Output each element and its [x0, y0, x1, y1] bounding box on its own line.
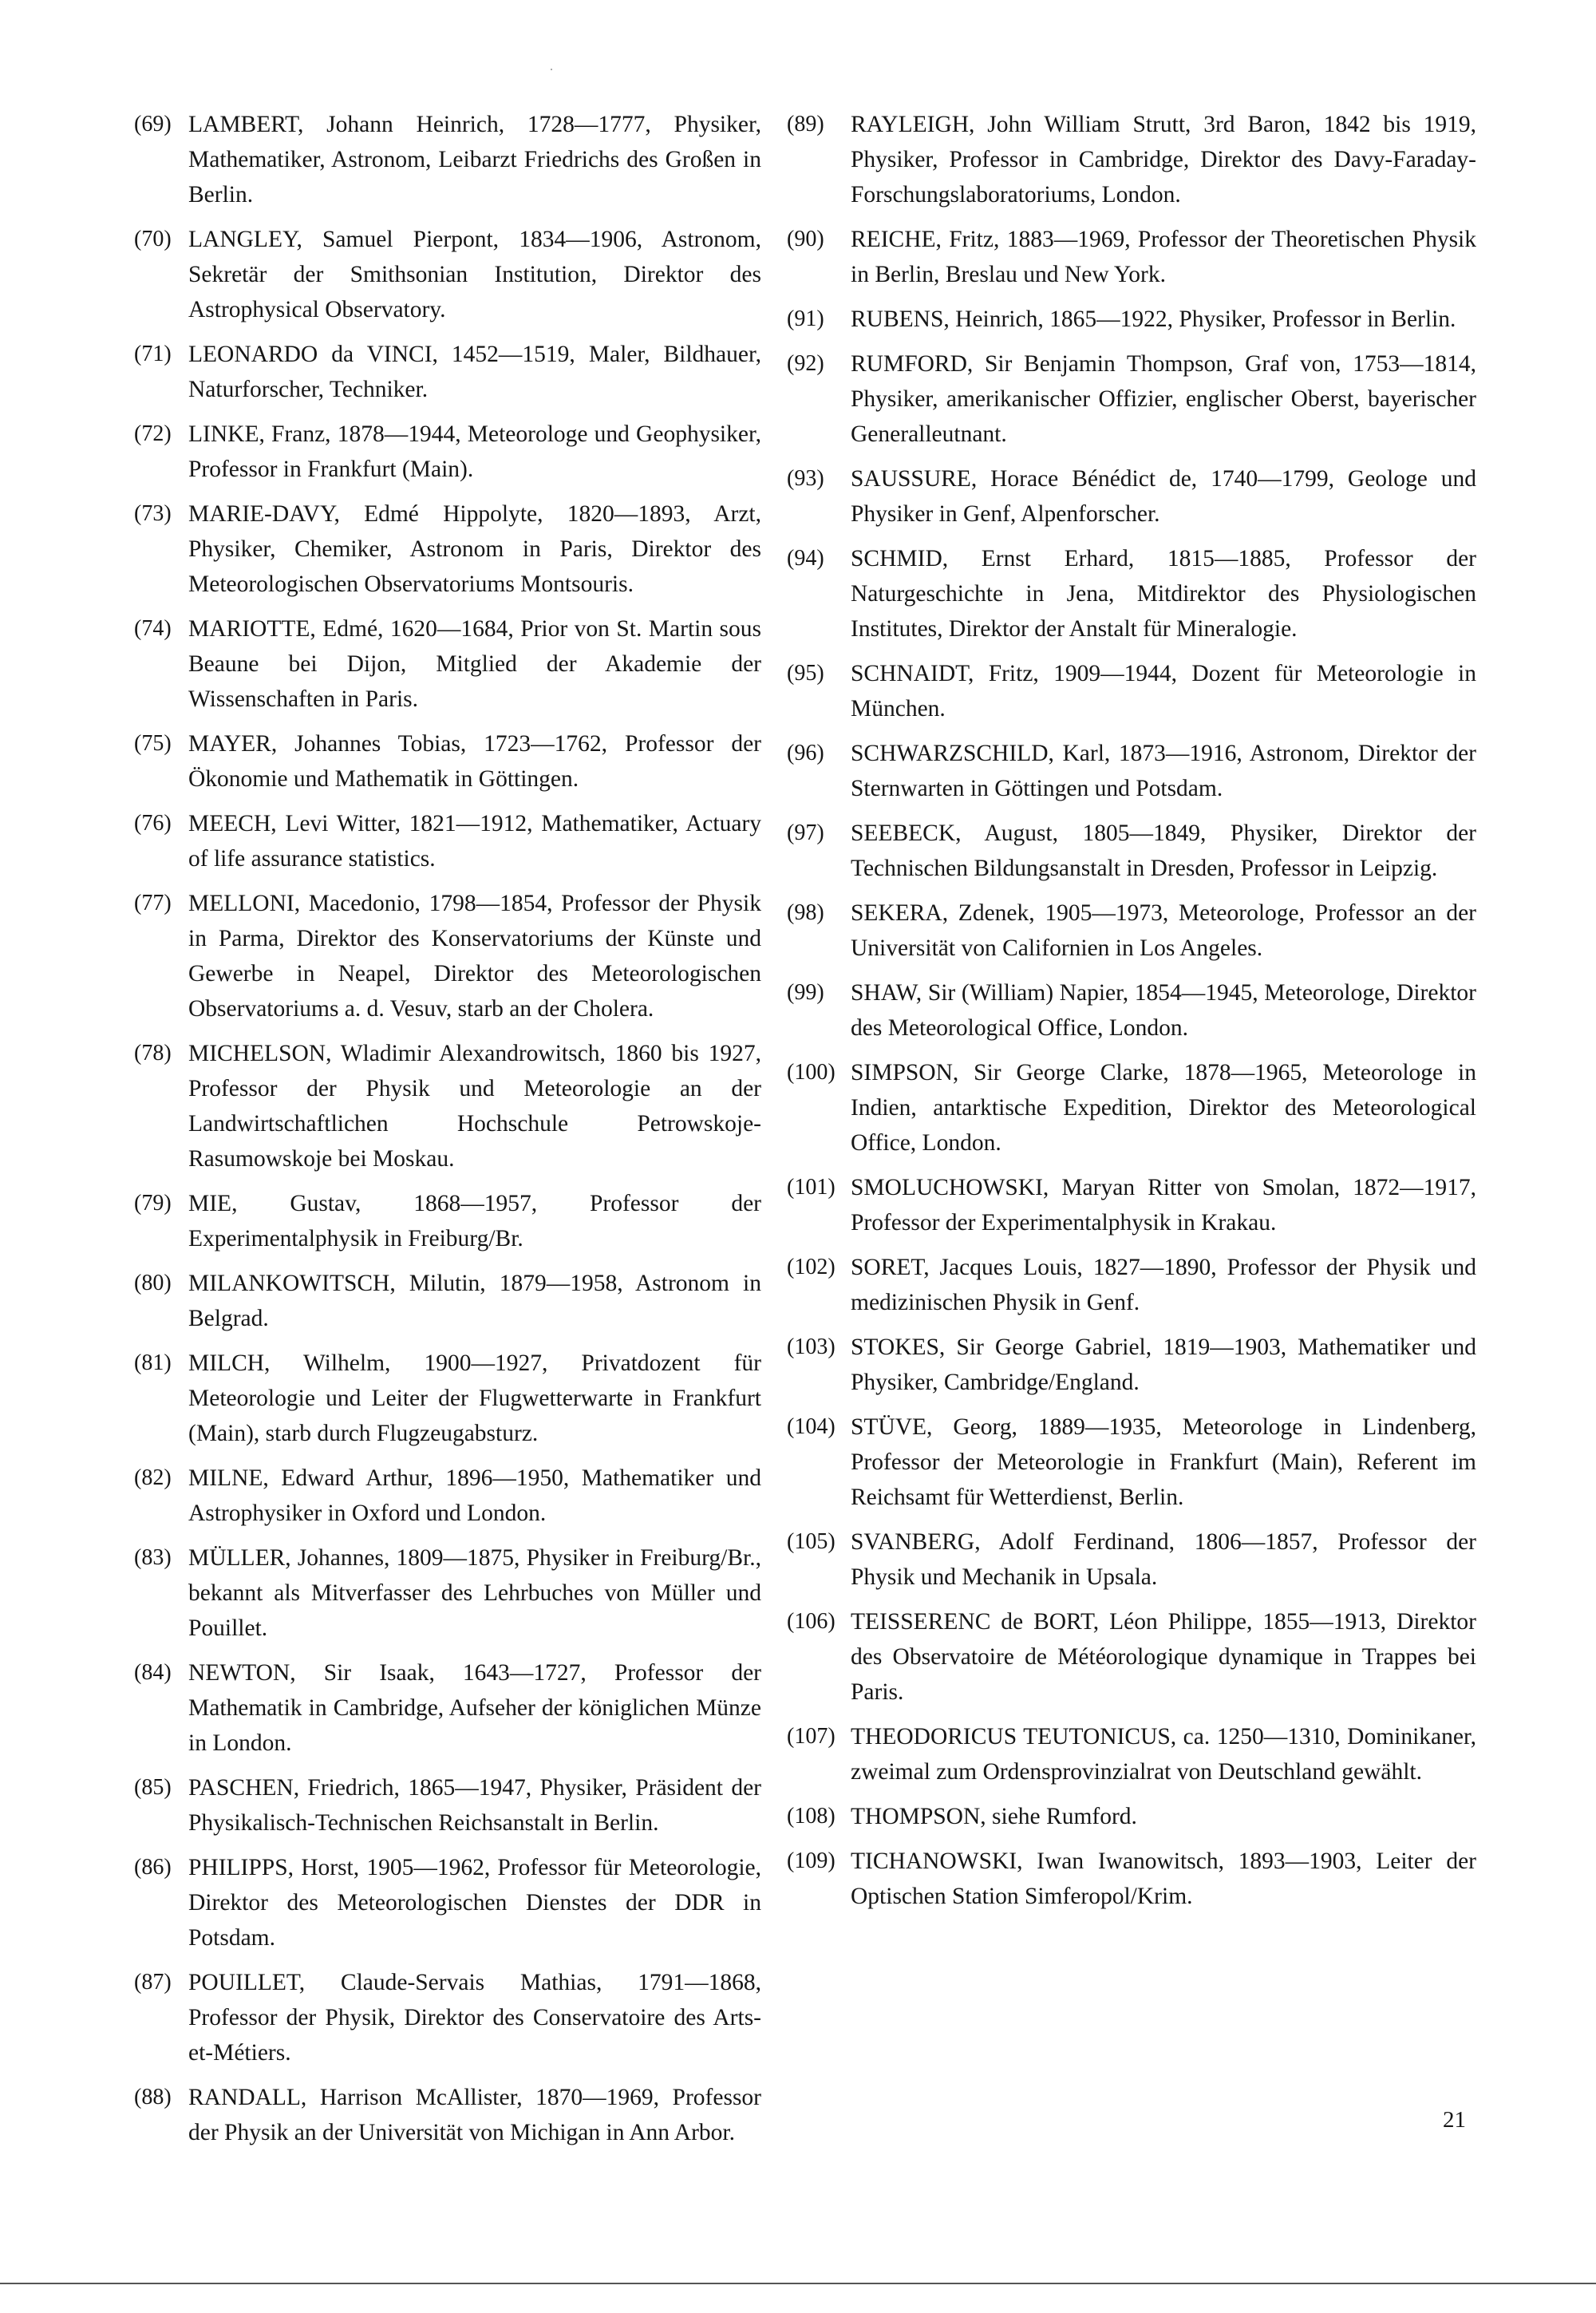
entry-number: (107)	[787, 1724, 836, 1749]
entry-text: RANDALL, Harrison McAllister, 1870—1969, Professor der Physik an der Universität von Michigan in Ann Arbor.	[188, 2085, 761, 2145]
entry-number: (108)	[787, 1804, 836, 1829]
bibliography-entry	[787, 896, 1476, 966]
entry-text: STOKES, Sir George Gabriel, 1819—1903, Mathematiker und Physiker, Cambridge/England.	[851, 1334, 1476, 1395]
bibliography-entry	[134, 107, 761, 212]
entry-number: (101)	[787, 1175, 836, 1200]
entry-number: (89)	[787, 112, 824, 136]
entry-text: PASCHEN, Friedrich, 1865—1947, Physiker, Präsident der Physikalisch-Technischen Reichsanstalt in Berlin.	[188, 1775, 761, 1836]
bibliography-entry	[134, 1655, 761, 1761]
entry-number: (83)	[134, 1545, 172, 1570]
entry-number: (100)	[787, 1060, 836, 1085]
entry-text: RUMFORD, Sir Benjamin Thompson, Graf von, 1753—1814, Physiker, amerikanischer Offizier, englischer Oberst, bayerischer Generalleutnant.	[851, 351, 1476, 447]
entry-text: NEWTON, Sir Isaak, 1643—1727, Professor der Mathematik in Cambridge, Aufseher der königlichen Münze in London.	[188, 1660, 761, 1756]
entry-text: MEECH, Levi Witter, 1821—1912, Mathematiker, Actuary of life assurance statistics.	[188, 811, 761, 872]
entry-number: (71)	[134, 342, 172, 366]
entry-number: (72)	[134, 421, 172, 446]
bibliography-entry	[787, 1799, 1476, 1834]
entry-text: MILANKOWITSCH, Milutin, 1879—1958, Astronom in Belgrad.	[188, 1271, 761, 1331]
bibliography-entry	[134, 1346, 761, 1451]
bottom-rule	[0, 2283, 1596, 2284]
entry-text: MELLONI, Macedonio, 1798—1854, Professor der Physik in Parma, Direktor des Konservatoriums der Künste und Gewerbe in Neapel, Direktor des Meteorologischen Observatoriums a. d. Vesuv, starb an der Cholera.	[188, 891, 761, 1022]
entry-number: (98)	[787, 900, 824, 925]
entry-number: (75)	[134, 731, 172, 756]
entry-number: (105)	[787, 1529, 836, 1554]
entry-number: (88)	[134, 2085, 172, 2109]
bibliography-entry	[787, 1170, 1476, 1240]
entry-text: MILCH, Wilhelm, 1900—1927, Privatdozent für Meteorologie und Leiter der Flugwetterwarte in Frankfurt (Main), starb durch Flugzeugabsturz.	[188, 1350, 761, 1446]
entry-text: TEISSERENC de BORT, Léon Philippe, 1855—1913, Direktor des Observatoire de Météorologique dynamique in Trappes bei Paris.	[851, 1609, 1476, 1705]
entry-text: SORET, Jacques Louis, 1827—1890, Professor der Physik und medizinischen Physik in Genf.	[851, 1255, 1476, 1315]
entry-text: MARIOTTE, Edmé, 1620—1684, Prior von St. Martin sous Beaune bei Dijon, Mitglied der Akademie der Wissenschaften in Paris.	[188, 616, 761, 712]
entry-text: RUBENS, Heinrich, 1865—1922, Physiker, Professor in Berlin.	[851, 306, 1456, 332]
entry-number: (95)	[787, 661, 824, 686]
entry-text: LINKE, Franz, 1878—1944, Meteorologe und Geophysiker, Professor in Frankfurt (Main).	[188, 421, 761, 482]
entry-text: SEKERA, Zdenek, 1905—1973, Meteorologe, Professor an der Universität von Californien in Los Angeles.	[851, 900, 1476, 961]
entry-number: (76)	[134, 811, 172, 836]
entry-text: SAUSSURE, Horace Bénédict de, 1740—1799, Geologe und Physiker in Genf, Alpenforscher.	[851, 466, 1476, 527]
entry-text: MICHELSON, Wladimir Alexandrowitsch, 1860 bis 1927, Professor der Physik und Meteorologie an der Landwirtschaftlichen Hochschule Petrowskoje-Rasumowskoje bei Moskau.	[188, 1041, 761, 1172]
entry-text: SCHMID, Ernst Erhard, 1815—1885, Professor der Naturgeschichte in Jena, Mitdirektor des Physiologischen Institutes, Direktor der Anstalt für Mineralogie.	[851, 546, 1476, 642]
entry-number: (104)	[787, 1414, 836, 1439]
bibliography-entry	[134, 1266, 761, 1336]
entry-number: (109)	[787, 1848, 836, 1873]
entry-text: MAYER, Johannes Tobias, 1723—1762, Professor der Ökonomie und Mathematik in Göttingen.	[188, 731, 761, 792]
entry-number: (102)	[787, 1255, 836, 1279]
entry-text: LAMBERT, Johann Heinrich, 1728—1777, Physiker, Mathematiker, Astronom, Leibarzt Friedrichs des Großen in Berlin.	[188, 112, 761, 208]
bibliography-entry	[787, 1604, 1476, 1710]
entry-number: (106)	[787, 1609, 836, 1634]
entry-text: SEEBECK, August, 1805—1849, Physiker, Direktor der Technischen Bildungsanstalt in Dresden, Professor in Leipzig.	[851, 820, 1476, 881]
entry-number: (80)	[134, 1271, 172, 1295]
entry-number: (93)	[787, 466, 824, 491]
bibliography-entry	[134, 806, 761, 876]
entry-number: (79)	[134, 1191, 172, 1216]
entry-text: MÜLLER, Johannes, 1809—1875, Physiker in Freiburg/Br., bekannt als Mitverfasser des Lehrbuches von Müller und Pouillet.	[188, 1545, 761, 1641]
entry-text: SIMPSON, Sir George Clarke, 1878—1965, Meteorologe in Indien, antarktische Expedition, Direktor des Meteorological Office, London.	[851, 1060, 1476, 1156]
bibliography-entry	[134, 337, 761, 407]
bibliography-entry	[787, 1330, 1476, 1400]
entry-text: STÜVE, Georg, 1889—1935, Meteorologe in Lindenberg, Professor der Meteorologie in Frankfurt (Main), Referent im Reichsamt für Wetterdienst, Berlin.	[851, 1414, 1476, 1510]
bibliography-entry	[134, 1770, 761, 1841]
scan-speck	[551, 69, 552, 70]
bibliography-entry	[787, 1410, 1476, 1515]
bibliography-entry	[787, 1844, 1476, 1914]
entry-number: (78)	[134, 1041, 172, 1066]
entry-text: THOMPSON, siehe Rumford.	[851, 1804, 1137, 1829]
entry-text: REICHE, Fritz, 1883—1969, Professor der Theoretischen Physik in Berlin, Breslau und New York.	[851, 227, 1476, 287]
entry-number: (97)	[787, 820, 824, 845]
bibliography-entry	[134, 496, 761, 602]
entry-number: (85)	[134, 1775, 172, 1800]
entry-text: SCHNAIDT, Fritz, 1909—1944, Dozent für Meteorologie in München.	[851, 661, 1476, 722]
page-number: 21	[1443, 2107, 1466, 2133]
entry-text: POUILLET, Claude-Servais Mathias, 1791—1868, Professor der Physik, Direktor des Conservatoire des Arts-et-Métiers.	[188, 1970, 761, 2066]
bibliography-entry	[787, 222, 1476, 292]
entry-text: SCHWARZSCHILD, Karl, 1873—1916, Astronom, Direktor der Sternwarten in Göttingen und Potsdam.	[851, 741, 1476, 801]
bibliography-entry	[787, 1524, 1476, 1595]
entry-text: RAYLEIGH, John William Strutt, 3rd Baron, 1842 bis 1919, Physiker, Professor in Cambridge, Direktor des Davy-Faraday-Forschungslaboratoriums, London.	[851, 112, 1476, 208]
entry-text: PHILIPPS, Horst, 1905—1962, Professor für Meteorologie, Direktor des Meteorologischen Dienstes der DDR in Potsdam.	[188, 1855, 761, 1951]
entry-number: (91)	[787, 306, 824, 331]
bibliography-entry	[134, 611, 761, 717]
bibliography-entry	[134, 726, 761, 797]
bibliography-entry	[787, 541, 1476, 646]
left-column	[134, 107, 761, 2160]
entry-number: (99)	[787, 980, 824, 1005]
entry-text: THEODORICUS TEUTONICUS, ca. 1250—1310, Dominikaner, zweimal zum Ordensprovinzialrat von Deutschland gewählt.	[851, 1724, 1476, 1785]
bibliography-entry	[787, 302, 1476, 337]
entry-number: (69)	[134, 112, 172, 136]
bibliography-entry	[134, 1965, 761, 2070]
entry-number: (103)	[787, 1334, 836, 1359]
bibliography-entry	[787, 1250, 1476, 1320]
bibliography-entry	[787, 346, 1476, 452]
entry-number: (82)	[134, 1465, 172, 1490]
bibliography-entry	[134, 1850, 761, 1955]
entry-text: SHAW, Sir (William) Napier, 1854—1945, Meteorologe, Direktor des Meteorological Office, London.	[851, 980, 1476, 1041]
bibliography-entry	[134, 222, 761, 327]
entry-text: MIE, Gustav, 1868—1957, Professor der Experimentalphysik in Freiburg/Br.	[188, 1191, 761, 1251]
bibliography-entry	[787, 816, 1476, 886]
entry-number: (92)	[787, 351, 824, 376]
entry-text: SVANBERG, Adolf Ferdinand, 1806—1857, Professor der Physik und Mechanik in Upsala.	[851, 1529, 1476, 1590]
bibliography-entry	[134, 886, 761, 1026]
bibliography-entry	[134, 1461, 761, 1531]
entry-number: (81)	[134, 1350, 172, 1375]
bibliography-entry	[134, 1186, 761, 1256]
entry-number: (94)	[787, 546, 824, 571]
right-column	[787, 107, 1476, 1924]
entry-number: (87)	[134, 1970, 172, 1995]
entry-number: (77)	[134, 891, 172, 915]
entry-number: (84)	[134, 1660, 172, 1685]
entry-text: LEONARDO da VINCI, 1452—1519, Maler, Bildhauer, Naturforscher, Techniker.	[188, 342, 761, 402]
bibliography-entry	[787, 975, 1476, 1046]
entry-number: (70)	[134, 227, 172, 251]
entry-text: LANGLEY, Samuel Pierpont, 1834—1906, Astronom, Sekretär der Smithsonian Institution, Direktor des Astrophysical Observatory.	[188, 227, 761, 322]
bibliography-entry	[787, 107, 1476, 212]
bibliography-entry	[787, 736, 1476, 806]
entry-number: (96)	[787, 741, 824, 765]
entry-text: MARIE-DAVY, Edmé Hippolyte, 1820—1893, Arzt, Physiker, Chemiker, Astronom in Paris, Direktor des Meteorologischen Observatoriums Montsouris.	[188, 501, 761, 597]
bibliography-entry	[787, 1719, 1476, 1789]
bibliography-entry	[134, 1036, 761, 1176]
bibliography-entry	[787, 1055, 1476, 1160]
bibliography-entry	[787, 656, 1476, 726]
entry-text: SMOLUCHOWSKI, Maryan Ritter von Smolan, 1872—1917, Professor der Experimentalphysik in Krakau.	[851, 1175, 1476, 1236]
bibliography-entry	[134, 1540, 761, 1646]
entry-number: (90)	[787, 227, 824, 251]
bibliography-entry	[787, 461, 1476, 532]
entry-text: TICHANOWSKI, Iwan Iwanowitsch, 1893—1903, Leiter der Optischen Station Simferopol/Krim.	[851, 1848, 1476, 1909]
bibliography-entry	[134, 2080, 761, 2150]
bibliography-entry	[134, 417, 761, 487]
entry-number: (74)	[134, 616, 172, 641]
entry-number: (86)	[134, 1855, 172, 1880]
entry-number: (73)	[134, 501, 172, 526]
entry-text: MILNE, Edward Arthur, 1896—1950, Mathematiker und Astrophysiker in Oxford und London.	[188, 1465, 761, 1526]
